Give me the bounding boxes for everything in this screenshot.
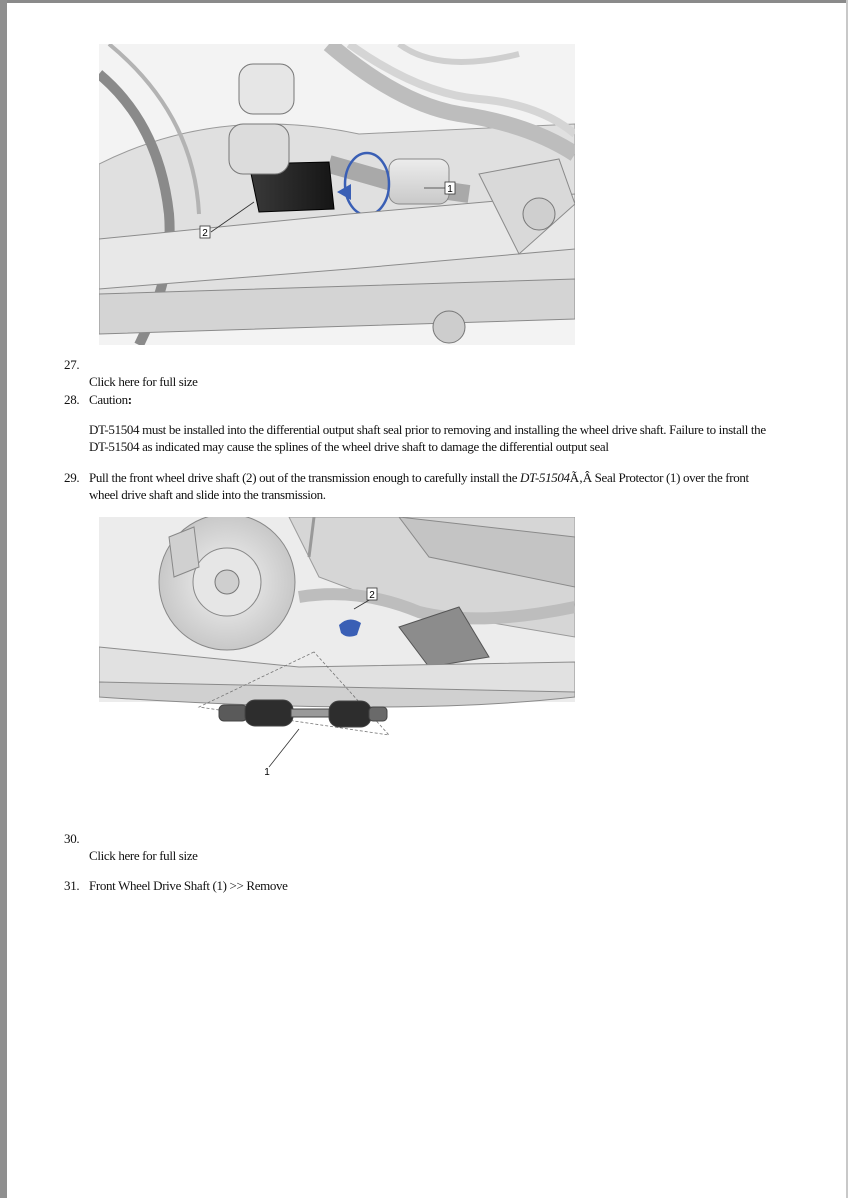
step-29-text-before: Pull the front wheel drive shaft (2) out of the transmission enough to carefully install the — [89, 470, 521, 485]
svg-text:2: 2 — [369, 590, 375, 601]
step-29-text-after: Ã‚Â Seal Protector (1) over the front — [569, 470, 749, 485]
tool-reference: DT-51504 — [520, 470, 570, 485]
caution-colon: : — [127, 392, 132, 407]
svg-text:2: 2 — [202, 228, 208, 239]
svg-text:1: 1 — [447, 184, 453, 195]
callout-1 — [264, 767, 270, 778]
step-28-number: 28. — [64, 392, 80, 407]
caution-text-line2: DT-51504 as indicated may cause the splines of the wheel drive shaft to damage the differential output seal — [89, 439, 609, 454]
caution-text-line1: DT-51504 must be installed into the differential output shaft seal prior to removing and installing the wheel drive shaft. Failure to install the — [89, 422, 766, 437]
step-29-number: 29. — [64, 470, 80, 485]
remove-link[interactable]: Front Wheel Drive Shaft (1) >> Remove — [89, 878, 288, 893]
page-left-border — [0, 0, 7, 1198]
step-30-number: 30. — [64, 831, 80, 846]
figure2-drawing — [99, 517, 575, 779]
svg-text:1: 1 — [264, 767, 270, 778]
full-size-link-1[interactable]: Click here for full size — [89, 374, 198, 389]
callout-2 — [367, 588, 377, 601]
step-27-number: 27. — [64, 357, 80, 372]
figure1-drawing — [99, 44, 575, 345]
full-size-link-2[interactable]: Click here for full size — [89, 848, 198, 863]
caution-label: Caution — [89, 392, 128, 407]
illustration-seal-location — [99, 44, 575, 345]
page-top-border — [0, 0, 848, 3]
step-29-text-line2: wheel drive shaft and slide into the transmission. — [89, 487, 326, 502]
callout-2 — [200, 226, 210, 239]
callout-1 — [445, 182, 455, 195]
caution-heading — [89, 391, 132, 408]
step-29-text-line1 — [89, 469, 749, 486]
illustration-seal-protector-install — [99, 517, 575, 779]
step-31-number: 31. — [64, 878, 80, 893]
